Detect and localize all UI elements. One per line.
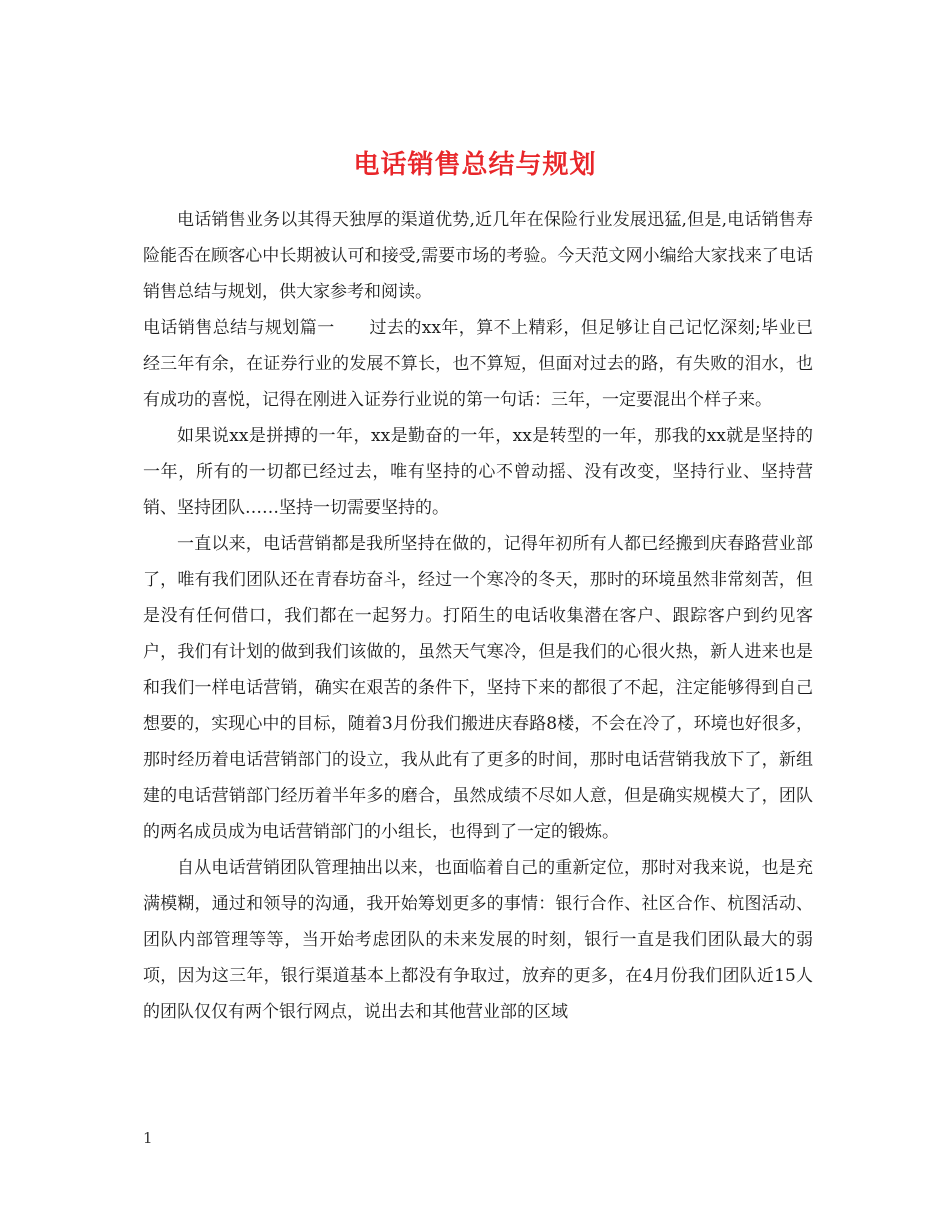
paragraph-intro: 电话销售业务以其得天独厚的渠道优势,近几年在保险行业发展迅猛,但是,电话销售寿险能否在顾客心中长期被认可和接受,需要市场的考验。今天范文网小编给大家找来了电话销售总结与规划，供大家参考和阅读。 <box>143 210 813 302</box>
paragraph-telemarketing: 一直以来，电话营销都是我所坚持在做的，记得年初所有人都已经搬到庆春路营业部了，唯有我们团队还在青春坊奋斗，经过一个寒冷的冬天，那时的环境虽然非常刻苦，但是没有任何借口，我们都在一起努力。打陌生的电话收集潜在客户、跟踪客户到约见客户，我们有计划的做到我们该做的，虽然天气寒冷，但是我们的心很火热，新人进来也是和我们一样电话营销，确实在艰苦的条件下，坚持下来的都很了不起，注定能够得到自己想要的，实现心中的目标，随着3月份我们搬进庆春路8楼，不会在冷了，环境也好很多，那时经历着电话营销部门的设立，我从此有了更多的时间，那时电话营销我放下了，新组建的电话营销部门经历着半年多的磨合，虽然成绩不尽如人意，但是确实规模大了，团队的两名成员成为电话营销部门的小组长，也得到了一定的锻炼。 <box>143 534 813 842</box>
document-title: 电话销售总结与规划 <box>353 150 597 181</box>
paragraph-part-one: 电话销售总结与规划篇一 过去的xx年，算不上精彩，但足够让自己记忆深刻;毕业已经三年有余，在证券行业的发展不算长，也不算短，但面对过去的路，有失败的泪水，也有成功的喜悦，记得在刚进入证券行业说的第一句话：三年，一定要混出个样子来。 <box>143 318 813 410</box>
paragraph-team-management: 自从电话营销团队管理抽出以来，也面临着自己的重新定位，那时对我来说，也是充满模糊，通过和领导的沟通，我开始筹划更多的事情：银行合作、社区合作、杭图活动、团队内部管理等等，当开始考虑团队的未来发展的时刻，银行一直是我们团队最大的弱项，因为这三年，银行渠道基本上都没有争取过，放弃的更多，在4月份我们团队近15人的团队仅仅有两个银行网点，说出去和其他营业部的区域 <box>143 858 813 1022</box>
paragraph-persistence: 如果说xx是拼搏的一年，xx是勤奋的一年，xx是转型的一年，那我的xx就是坚持的一年，所有的一切都已经过去，唯有坚持的心不曾动摇、没有改变，坚持行业、坚持营销、坚持团队……坚持一切需要坚持的。 <box>143 426 813 518</box>
page-number: 1 <box>143 1129 153 1147</box>
document-body <box>143 202 813 1030</box>
